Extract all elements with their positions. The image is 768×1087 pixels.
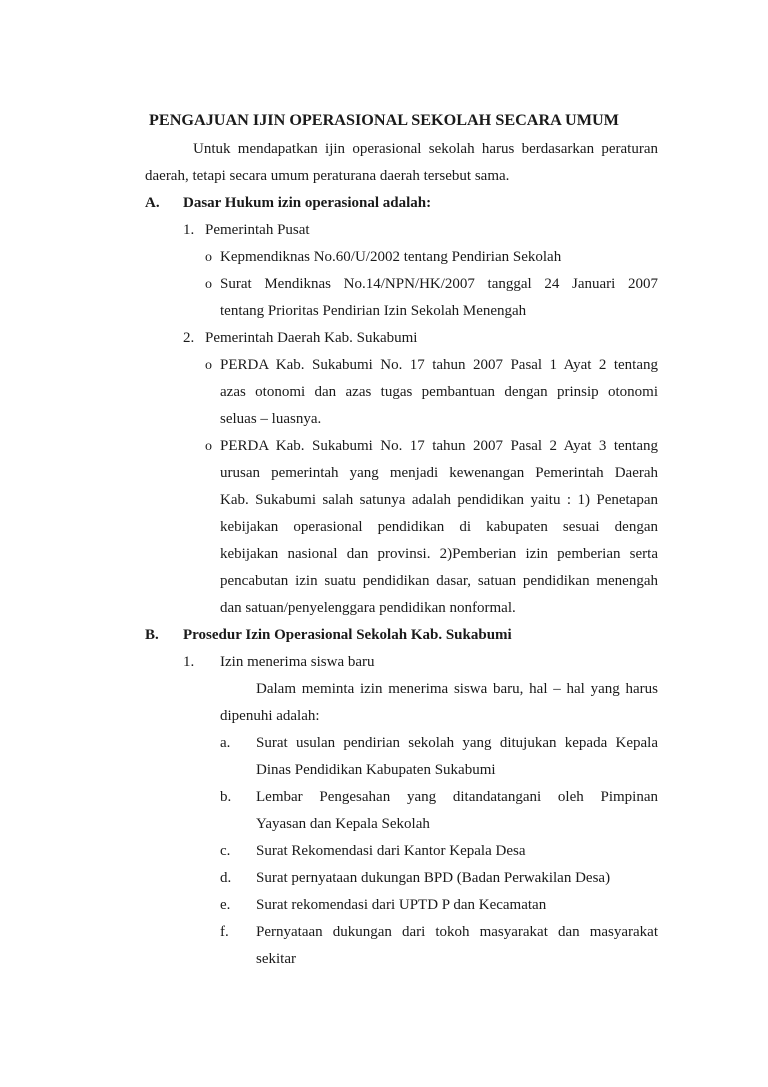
subitem-label: a. — [220, 735, 231, 751]
section-a-item-1-label: 1. — [183, 222, 195, 238]
subitem-label: f. — [220, 924, 229, 940]
bullet-line: PERDA Kab. Sukabumi No. 17 tahun 2007 Pasal 2 Ayat 3 tentang — [220, 438, 658, 454]
section-a-item-2-text: Pemerintah Daerah Kab. Sukabumi — [205, 330, 418, 346]
section-b-heading: Prosedur Izin Operasional Sekolah Kab. Sukabumi — [183, 627, 512, 643]
bullet-line: seluas – luasnya. — [220, 411, 322, 427]
bullet-line: azas otonomi dan azas tugas pembantuan dengan prinsip otonomi — [220, 384, 658, 400]
bullet-line: kebijakan operasional pendidikan di kabupaten sesuai dengan — [220, 519, 658, 535]
bullet-line: dan satuan/penyelenggara pendidikan nonformal. — [220, 600, 516, 616]
page-title: PENGAJUAN IJIN OPERASIONAL SEKOLAH SECARA UMUM — [149, 111, 619, 129]
section-b-item-1-text: Izin menerima siswa baru — [220, 654, 375, 670]
bullet-line: PERDA Kab. Sukabumi No. 17 tahun 2007 Pasal 1 Ayat 2 tentang — [220, 357, 658, 373]
section-a-item-1-text: Pemerintah Pusat — [205, 222, 310, 238]
subitem-line: sekitar — [256, 951, 296, 967]
bullet-line: urusan pemerintah yang menjadi kewenangan Pemerintah Daerah — [220, 465, 658, 481]
intro-line-2: daerah, tetapi secara umum peraturana daerah tersebut sama. — [145, 168, 510, 184]
subitem-line: Surat usulan pendirian sekolah yang ditujukan kepada Kepala — [256, 735, 658, 751]
bullet-line: tentang Prioritas Pendirian Izin Sekolah Menengah — [220, 303, 527, 319]
section-a-heading: Dasar Hukum izin operasional adalah: — [183, 195, 432, 211]
subitem-label: e. — [220, 897, 231, 913]
section-b-marker: B. — [145, 627, 159, 643]
section-b-paragraph-line-1: Dalam meminta izin menerima siswa baru, hal – hal yang harus — [256, 681, 658, 697]
bullet-line: pencabutan izin suatu pendidikan dasar, satuan pendidikan menengah — [220, 573, 658, 589]
bullet-marker: o — [205, 358, 212, 373]
bullet-line: Surat Mendiknas No.14/NPN/HK/2007 tanggal 24 Januari 2007 — [220, 276, 658, 292]
section-a-item-2-label: 2. — [183, 330, 195, 346]
bullet-line: Kab. Sukabumi salah satunya adalah pendidikan yaitu : 1) Penetapan — [220, 492, 658, 508]
subitem-line: Surat Rekomendasi dari Kantor Kepala Desa — [256, 843, 526, 859]
bullet-line: Kepmendiknas No.60/U/2002 tentang Pendirian Sekolah — [220, 249, 562, 265]
bullet-marker: o — [205, 439, 212, 454]
subitem-label: c. — [220, 843, 231, 859]
subitem-line: Lembar Pengesahan yang ditandatangani oleh Pimpinan — [256, 789, 658, 805]
subitem-label: b. — [220, 789, 232, 805]
bullet-line: kebijakan nasional dan provinsi. 2)Pemberian izin pemberian serta — [220, 546, 658, 562]
subitem-line: Pernyataan dukungan dari tokoh masyarakat dan masyarakat — [256, 924, 658, 940]
bullet-marker: o — [205, 277, 212, 292]
bullet-marker: o — [205, 250, 212, 265]
section-b-paragraph-line-2: dipenuhi adalah: — [220, 708, 320, 724]
section-b-item-1-label: 1. — [183, 654, 195, 670]
subitem-line: Yayasan dan Kepala Sekolah — [256, 816, 430, 832]
intro-line-1: Untuk mendapatkan ijin operasional sekolah harus berdasarkan peraturan — [193, 141, 658, 157]
subitem-label: d. — [220, 870, 232, 886]
subitem-line: Surat rekomendasi dari UPTD P dan Kecamatan — [256, 897, 547, 913]
section-a-marker: A. — [145, 195, 160, 211]
subitem-line: Surat pernyataan dukungan BPD (Badan Perwakilan Desa) — [256, 870, 611, 886]
subitem-line: Dinas Pendidikan Kabupaten Sukabumi — [256, 762, 496, 778]
